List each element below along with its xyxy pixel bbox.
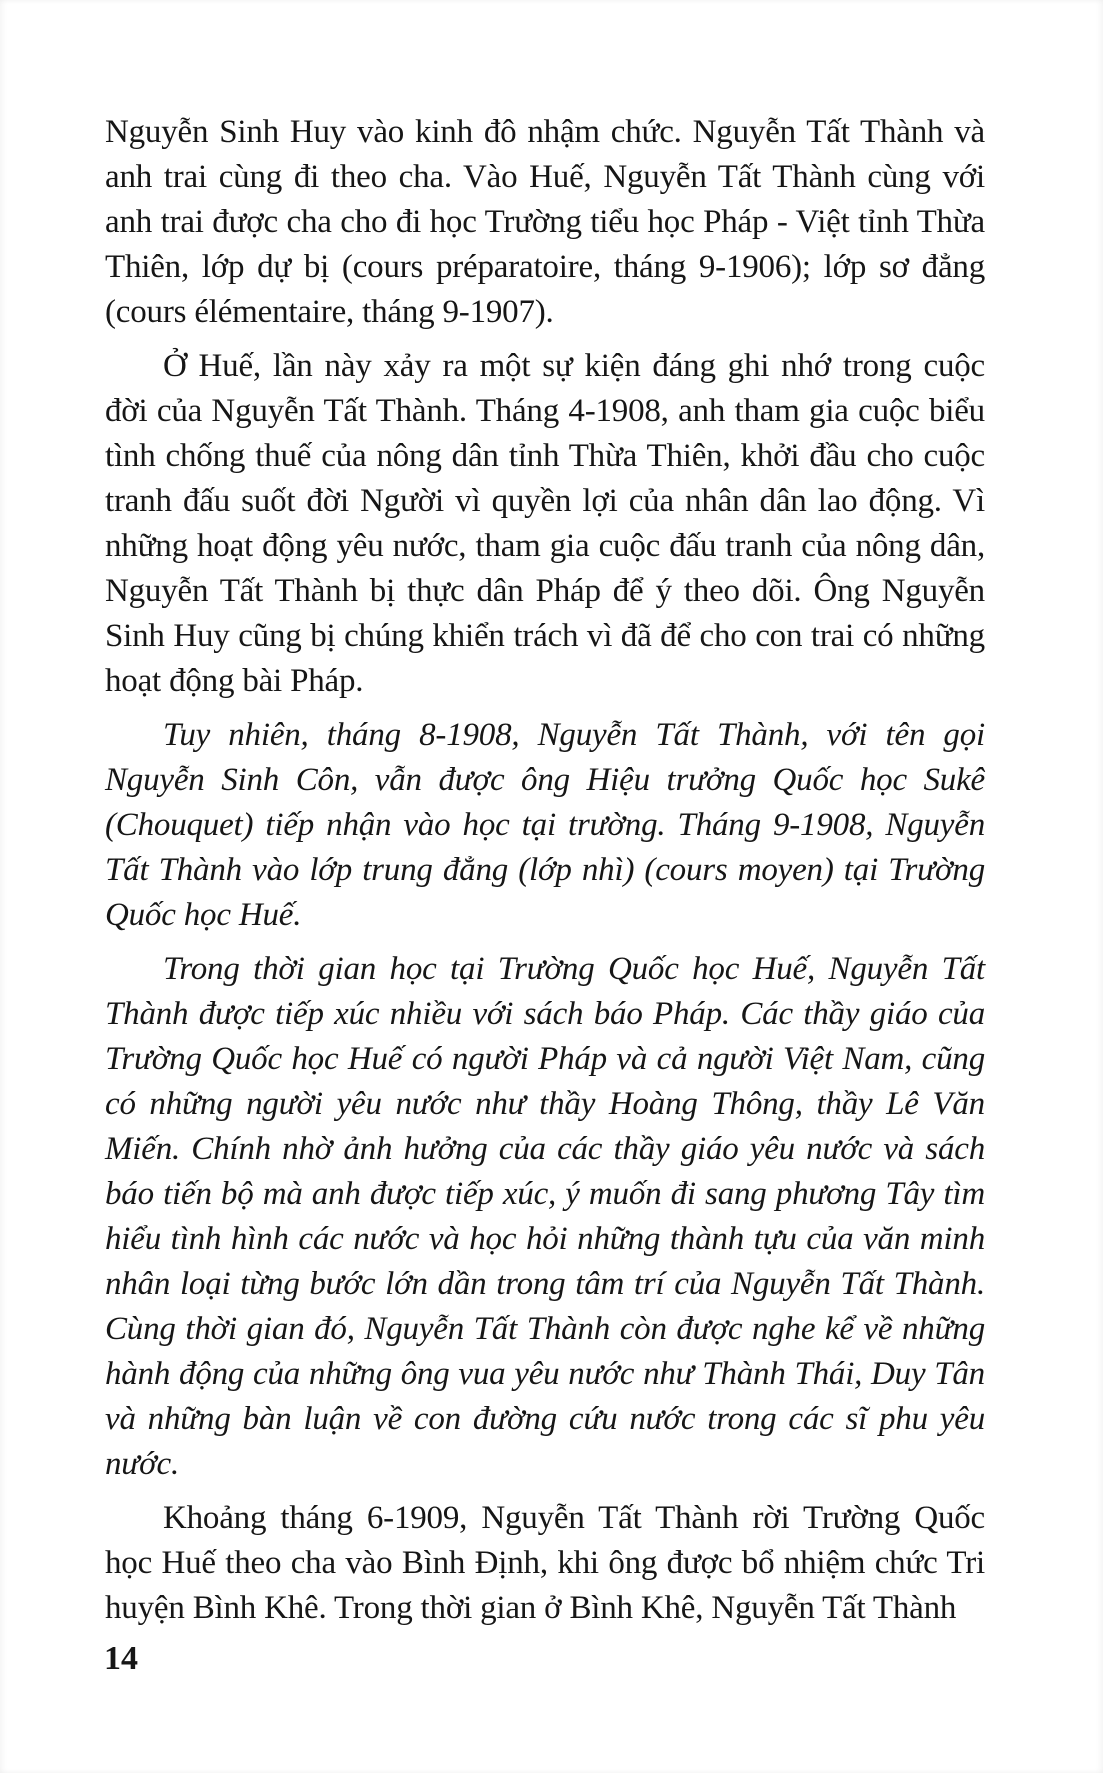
page-number: 14 xyxy=(104,1640,138,1677)
paragraph-4: Trong thời gian học tại Trường Quốc học Huế, Nguyễn Tất Thành được tiếp xúc nhiều với sách báo Pháp. Các thầy giáo của Trường Quốc học Huế có người Pháp và cả người Việt Nam, cũng có những người yêu nước như thầy Hoàng Thông, thầy Lê Văn Miến. Chính nhờ ảnh hưởng của các thầy giáo yêu nước và sách báo tiến bộ mà anh được tiếp xúc, ý muốn đi sang phương Tây tìm hiểu tình hình các nước và học hỏi những thành tựu của văn minh nhân loại từng bước lớn dần trong tâm trí của Nguyễn Tất Thành. Cùng thời gian đó, Nguyễn Tất Thành còn được nghe kể về những hành động của những ông vua yêu nước như Thành Thái, Duy Tân và những bàn luận về con đường cứu nước trong các sĩ phu yêu nước. xyxy=(105,951,985,1482)
paragraph-2: Ở Huế, lần này xảy ra một sự kiện đáng ghi nhớ trong cuộc đời của Nguyễn Tất Thành. Tháng 4-1908, anh tham gia cuộc biểu tình chống thuế của nông dân tỉnh Thừa Thiên, khởi đầu cho cuộc tranh đấu suốt đời Người vì quyền lợi của nhân dân lao động. Vì những hoạt động yêu nước, tham gia cuộc đấu tranh của nông dân, Nguyễn Tất Thành bị thực dân Pháp để ý theo dõi. Ông Nguyễn Sinh Huy cũng bị chúng khiển trách vì đã để cho con trai có những hoạt động bài Pháp. xyxy=(105,348,985,699)
paragraph-3: Tuy nhiên, tháng 8-1908, Nguyễn Tất Thành, với tên gọi Nguyễn Sinh Côn, vẫn được ông Hiệu trưởng Quốc học Sukê (Chouquet) tiếp nhận vào học tại trường. Tháng 9-1908, Nguyễn Tất Thành vào lớp trung đẳng (lớp nhì) (cours moyen) tại Trường Quốc học Huế. xyxy=(105,717,985,933)
paragraph-1: Nguyễn Sinh Huy vào kinh đô nhậm chức. Nguyễn Tất Thành và anh trai cùng đi theo cha. Vào Huế, Nguyễn Tất Thành cùng với anh trai được cha cho đi học Trường tiểu học Pháp - Việt tỉnh Thừa Thiên, lớp dự bị (cours préparatoire, tháng 9-1906); lớp sơ đẳng (cours élémentaire, tháng 9-1907). xyxy=(105,114,985,330)
page-text xyxy=(105,110,985,1631)
paragraph-5: Khoảng tháng 6-1909, Nguyễn Tất Thành rời Trường Quốc học Huế theo cha vào Bình Định, khi ông được bổ nhiệm chức Tri huyện Bình Khê. Trong thời gian ở Bình Khê, Nguyễn Tất Thành xyxy=(105,1500,985,1626)
